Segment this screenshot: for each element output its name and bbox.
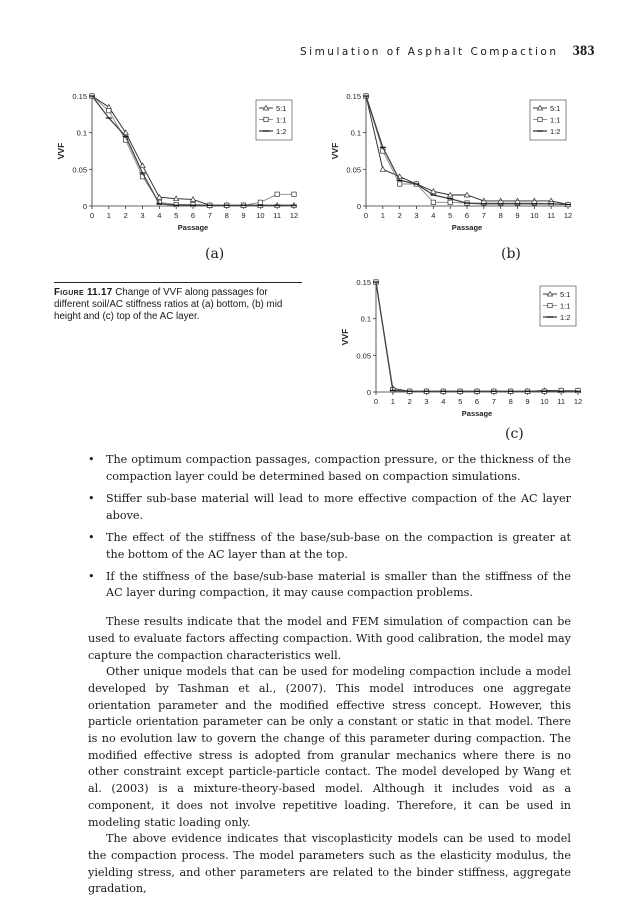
y-tick-label: 0 [82,202,87,211]
panel-label-c: (c) [505,426,524,442]
list-item [88,569,571,602]
x-tick-label: 11 [557,397,566,406]
legend-box [540,286,576,326]
bullet-icon: • [88,569,95,583]
data-point [107,108,111,112]
figure-caption-text: Change of VVF along passages for different soil/AC stiffness ratios at (a) bottom, (b) mid height and (c) top of the AC layer. [54,287,283,323]
x-tick-label: 11 [273,211,282,220]
paragraph: Other unique models that can be used for modeling compaction include a model developed by Tashman et al., (2007). This model introduces one aggregate orientation parameter and the modified effective stress concept. However, this particle orientation parameter can be only a constant or static in that model. There is no evolution law to govern the change of this parameter during compaction. The modified effective stress is adopted from granular mechanics where there is no other constraint except particle-particle contact. The model developed by Wang et al. (2003) is a mixture-theory-based model. Although it includes void as a component, it does not involve repetitive loading. Therefore, it can be used in modeling static loading only. [88,665,571,829]
paragraph: These results indicate that the model and FEM simulation of compaction can be used to evaluate factors affecting compaction. With good calibration, the model may capture the compaction characteristics well. [88,615,571,662]
x-tick-label: 10 [256,211,265,220]
y-tick-label: 0.1 [360,314,371,324]
legend-marker [264,117,268,121]
x-tick-label: 3 [140,211,145,220]
x-tick-label: 8 [508,397,513,406]
data-point [397,182,401,186]
data-point [515,201,519,205]
x-tick-label: 3 [414,211,419,220]
bullet-icon: • [88,530,95,544]
x-tick-label: 7 [207,211,212,220]
x-tick-label: 0 [373,397,379,406]
data-point [498,201,502,205]
chart-c-top [338,272,594,432]
bullet-list [88,452,571,602]
x-tick-label: 8 [498,211,503,220]
data-point [431,189,436,194]
x-tick-label: 9 [515,211,520,220]
x-tick-label: 6 [464,211,470,220]
x-axis-label: Passage [177,223,209,232]
x-tick-label: 5 [174,211,179,220]
y-tick-label: 0.1 [76,128,87,138]
bullet-icon: • [88,453,95,466]
x-tick-label: 3 [424,397,429,406]
x-tick-label: 2 [123,211,128,220]
bullet-icon: • [88,491,95,505]
y-axis-label: VVF [340,328,350,346]
y-tick-label: 0 [356,202,361,211]
data-point [380,167,385,172]
legend-box [256,100,292,140]
legend-entry: 1:1 [550,115,561,125]
panel-label-b: (b) [501,246,521,262]
data-point [292,192,296,196]
body-text [88,452,571,898]
x-tick-label: 1 [390,397,395,406]
data-point [157,195,162,200]
x-tick-label: 12 [563,211,573,220]
list-item [88,530,571,563]
x-tick-label: 5 [458,397,463,406]
x-tick-label: 1 [380,211,385,220]
data-point [140,163,145,168]
running-header [300,44,597,59]
x-tick-label: 7 [481,211,486,220]
legend-entry: 1:2 [276,127,287,136]
list-item [88,491,571,524]
data-point [275,192,279,196]
data-point [482,201,486,205]
x-tick-label: 10 [530,211,539,220]
figure-caption [54,282,302,324]
x-tick-label: 5 [448,211,453,220]
list-item-text: The optimum compaction passages, compaction pressure, or the thickness of the compaction layer could be determined based on compaction simulations. [106,453,571,483]
chart-a-bottom [54,86,310,246]
y-tick-label: 0.1 [350,128,361,138]
paragraph: The above evidence indicates that viscoplasticity models can be used to model the compaction process. The model parameters such as the elasticity modulus, the yielding stress, and other parameters are related to the binder stiffness, aggregate gradation, [88,832,571,896]
x-tick-label: 12 [289,211,299,220]
y-tick-label: 0.05 [72,165,87,175]
data-point [532,201,536,205]
x-tick-label: 7 [491,397,496,406]
legend [530,100,566,140]
panel-label-a: (a) [205,246,225,262]
data-point [559,388,563,392]
y-axis-label: VVF [56,142,66,160]
legend-entry: 5:1 [560,290,571,299]
y-tick-label: 0.15 [356,278,371,287]
data-point [191,202,195,206]
y-axis-label: VVF [330,142,340,160]
y-tick-label: 0 [366,388,371,397]
legend-box [530,100,566,140]
legend-marker [548,303,552,307]
x-tick-label: 8 [224,211,229,220]
running-title: Simulation of Asphalt Compaction [300,46,559,58]
y-tick-label: 0.15 [346,92,361,101]
y-tick-label: 0.05 [346,165,361,175]
x-axis-label: Passage [461,409,493,418]
list-item-text: Stiffer sub-base material will lead to more effective compaction of the AC layer above. [106,491,571,522]
chart-b-mid-height [328,86,584,246]
x-tick-label: 10 [540,397,549,406]
legend-entry: 1:2 [550,127,561,136]
figure-label: Figure 11.17 [54,287,113,298]
x-tick-label: 1 [106,211,111,220]
x-axis-label: Passage [451,223,483,232]
x-tick-label: 4 [431,211,436,220]
legend-entry: 5:1 [276,104,287,113]
data-point [448,200,452,204]
x-tick-label: 0 [89,211,95,220]
x-tick-label: 9 [241,211,246,220]
x-tick-label: 4 [441,397,446,406]
x-tick-label: 9 [525,397,530,406]
x-tick-label: 4 [157,211,162,220]
legend-entry: 5:1 [550,104,561,113]
y-tick-label: 0.15 [72,92,87,101]
x-tick-label: 2 [407,397,412,406]
legend [256,100,292,140]
x-tick-label: 2 [397,211,402,220]
data-point [431,200,435,204]
x-tick-label: 0 [363,211,369,220]
page-number: 383 [572,44,596,59]
data-point [258,200,262,204]
legend [540,286,576,326]
data-point [576,388,580,392]
x-tick-label: 6 [474,397,480,406]
list-item [88,452,571,485]
x-tick-label: 11 [547,211,556,220]
legend-marker [538,117,542,121]
legend-entry: 1:2 [560,313,571,322]
legend-entry: 1:1 [560,301,571,311]
x-tick-label: 12 [573,397,583,406]
x-tick-label: 6 [190,211,196,220]
list-item-text: If the stiffness of the base/sub-base material is smaller than the stiffness of the AC layer during compaction, it may cause compaction problems. [106,569,571,600]
y-tick-label: 0.05 [356,351,371,361]
list-item-text: The effect of the stiffness of the base/sub-base on the compaction is greater at the bottom of the AC layer than at the top. [106,530,571,561]
legend-entry: 1:1 [276,115,287,125]
